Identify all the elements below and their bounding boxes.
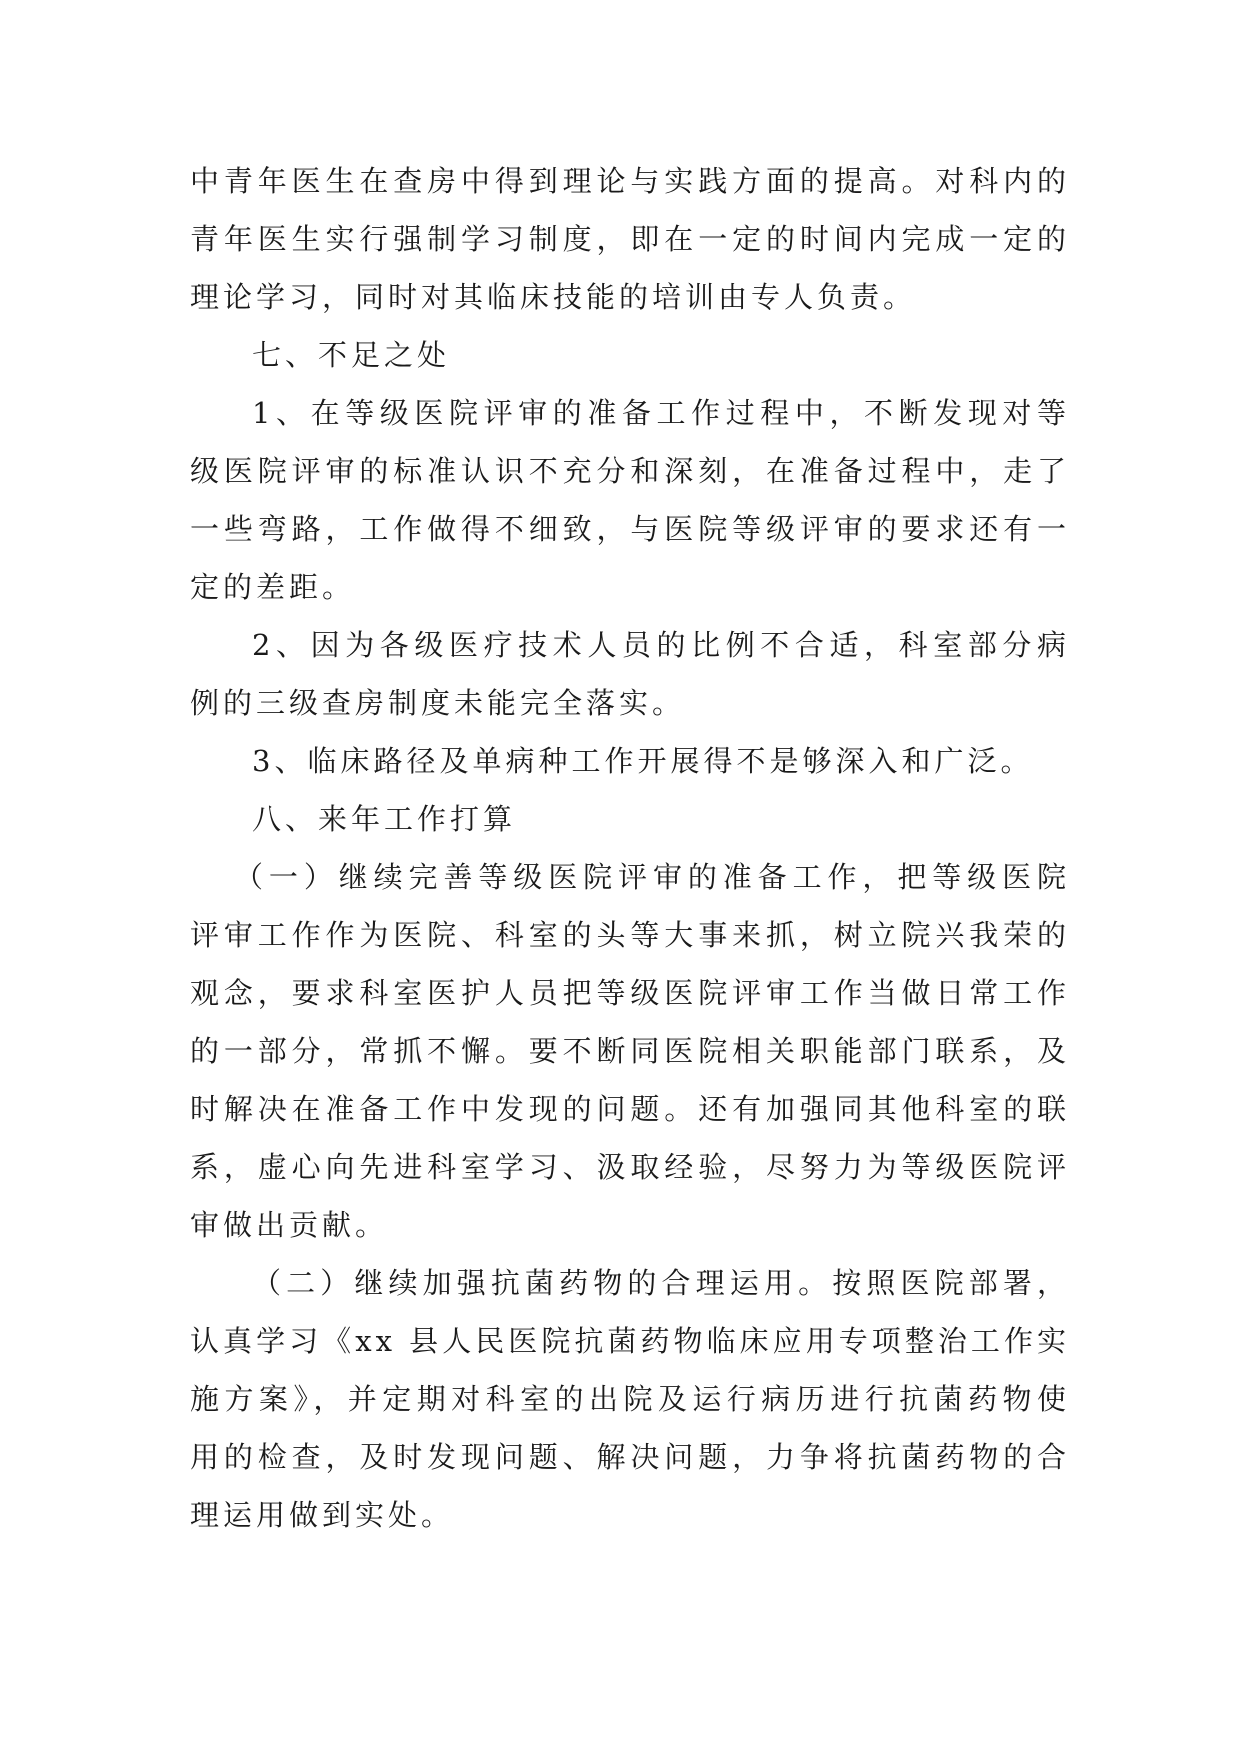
text-line: 观念，要求科室医护人员把等级医院评审工作当做日常工作 <box>190 976 1070 1010</box>
text-line: 理运用做到实处。 <box>190 1498 455 1532</box>
text-line: 的一部分，常抓不懈。要不断同医院相关职能部门联系，及 <box>190 1034 1070 1068</box>
intro-paragraph <box>190 152 1070 326</box>
text-line: （二）继续加强抗菌药物的合理运用。按照医院部署， <box>252 1266 1070 1300</box>
text-line: （一）继续完善等级医院评审的准备工作，把等级医院 <box>234 860 1070 894</box>
text-line: 中青年医生在查房中得到理论与实践方面的提高。对科内的 <box>190 164 1070 198</box>
section8-item-1 <box>190 848 1070 1254</box>
text-line: 理论学习，同时对其临床技能的培训由专人负责。 <box>190 280 917 314</box>
text-line: 定的差距。 <box>190 570 356 604</box>
text-line: 2、因为各级医疗技术人员的比例不合适，科室部分病 <box>252 628 1070 662</box>
text-line: 级医院评审的标准认识不充分和深刻，在准备过程中，走了 <box>190 454 1070 488</box>
section-heading-8: 八、来年工作打算 <box>252 802 517 836</box>
section8-item-2 <box>190 1254 1070 1544</box>
text-line: 审做出贡献。 <box>190 1208 389 1242</box>
text-line: 时解决在准备工作中发现的问题。还有加强同其他科室的联 <box>190 1092 1070 1126</box>
section7-item-3 <box>190 732 1070 790</box>
text-line: 系，虚心向先进科室学习、汲取经验，尽努力为等级医院评 <box>190 1150 1070 1184</box>
text-line: 认真学习《xx 县人民医院抗菌药物临床应用专项整治工作实 <box>190 1324 1070 1358</box>
text-line: 一些弯路，工作做得不细致，与医院等级评审的要求还有一 <box>190 512 1070 546</box>
section7-item-2 <box>190 616 1070 732</box>
section-heading-7: 七、不足之处 <box>252 338 451 372</box>
text-line: 1、在等级医院评审的准备工作过程中，不断发现对等 <box>252 396 1070 430</box>
text-line: 用的检查，及时发现问题、解决问题，力争将抗菌药物的合 <box>190 1440 1070 1474</box>
section7-item-1 <box>190 384 1070 616</box>
text-line: 3、临床路径及单病种工作开展得不是够深入和广泛。 <box>252 744 1034 778</box>
text-line: 例的三级查房制度未能完全落实。 <box>190 686 686 720</box>
document-body <box>190 152 1070 1544</box>
text-line: 青年医生实行强制学习制度，即在一定的时间内完成一定的 <box>190 222 1070 256</box>
text-line: 施方案》，并定期对科室的出院及运行病历进行抗菌药物使 <box>190 1382 1070 1416</box>
text-line: 评审工作作为医院、科室的头等大事来抓，树立院兴我荣的 <box>190 918 1070 952</box>
